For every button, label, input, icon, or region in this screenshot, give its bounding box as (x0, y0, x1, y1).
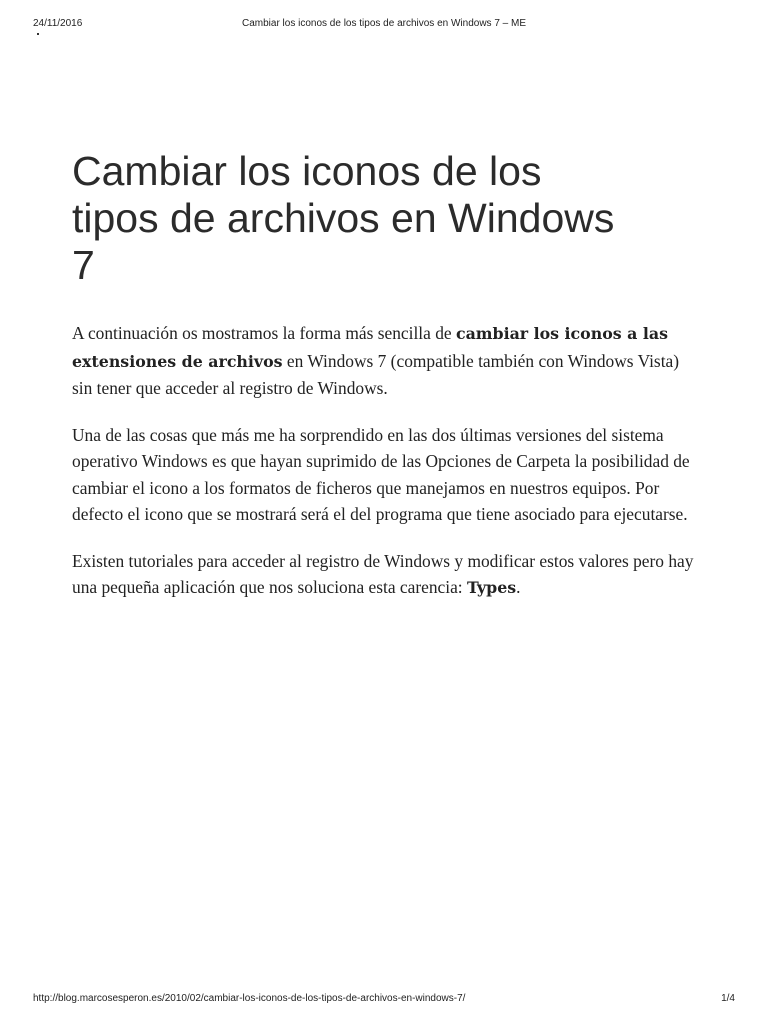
bold-text: cambiar los iconos a las extensiones de archivos (72, 324, 668, 371)
paragraph-text: Existen tutoriales para acceder al registro de Windows y modificar estos valores pero hay una pequeña aplicación que nos soluciona esta carencia: (72, 550, 694, 597)
bold-text: Types (466, 578, 517, 597)
paragraph-text: en Windows 7 (compatible también con Windows Vista) sin tener que acceder al registro de Windows. (72, 350, 680, 398)
article-title: Cambiar los iconos de los tipos de archivos en Windows 7 (72, 148, 615, 288)
article-paragraph-third (72, 548, 702, 602)
paragraph-text: . (516, 577, 521, 597)
print-header (33, 18, 735, 32)
article-paragraph-second: Una de las cosas que más me ha sorprendido en las dos últimas versiones del sistema operativo Windows es que hayan suprimido de las Opciones de Carpeta la posibilidad de cambiar el icono a los formatos de ficheros que manejamos en nuestros equipos. Por defecto el icono que se mostrará será el del programa que tiene asociado para ejecutarse. (72, 424, 690, 524)
article-paragraph-intro (72, 320, 702, 402)
article (72, 148, 702, 622)
page-number: 1/4 (721, 993, 735, 1004)
print-footer (33, 993, 735, 1007)
print-date: 24/11/2016 (33, 18, 83, 29)
print-url: http://blog.marcosesperon.es/2010/02/cambiar-los-iconos-de-los-tipos-de-archivos-en-windows-7/ (33, 993, 466, 1004)
paragraph-text: A continuación os mostramos la forma más sencilla de (72, 323, 456, 343)
bullet-dot (37, 33, 39, 35)
print-page-title: Cambiar los iconos de los tipos de archivos en Windows 7 – ME (241, 18, 527, 29)
